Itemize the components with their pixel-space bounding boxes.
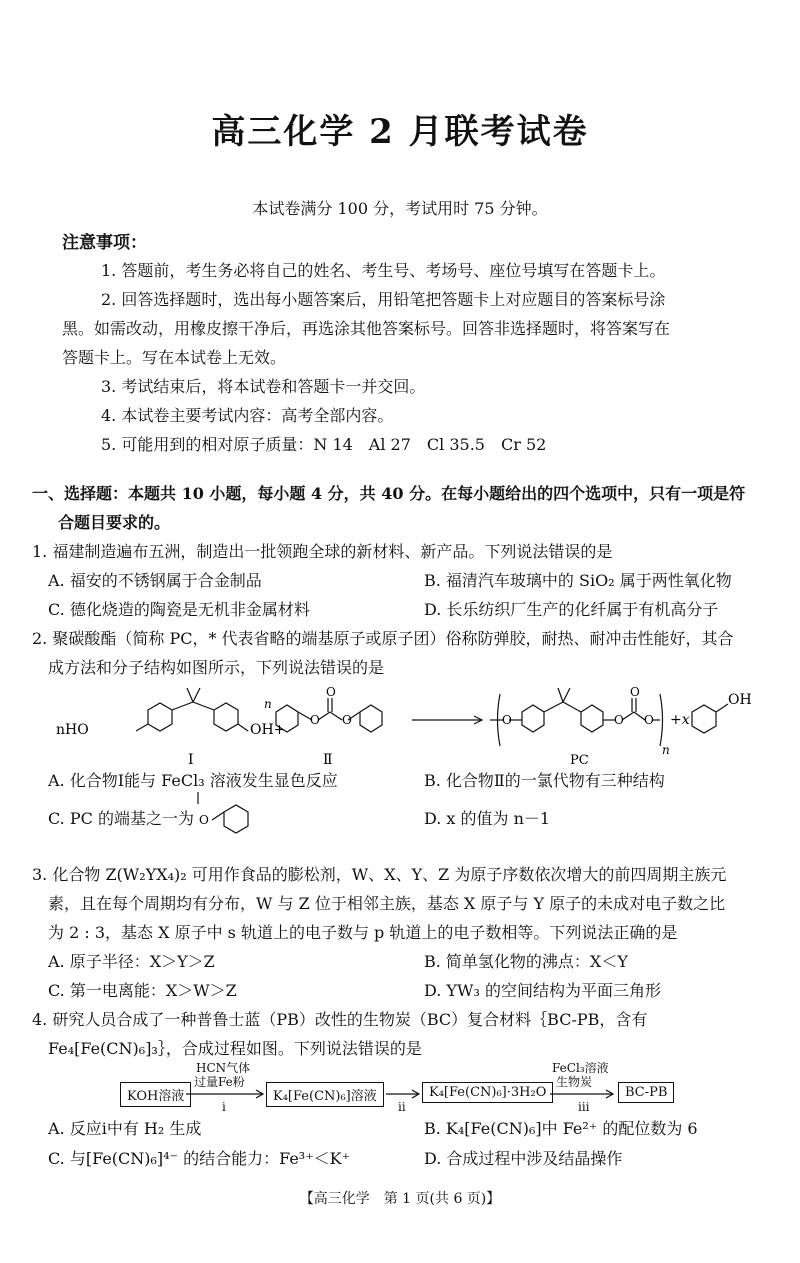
q4-option-a: A. 反应ⅰ中有 H₂ 生成 [48, 1119, 202, 1138]
q4-option-b: B. K₄[Fe(CN)₆]中 Fe²⁺ 的配位数为 6 [424, 1119, 698, 1138]
q4-stem: 4. 研究人员合成了一种普鲁士蓝（PB）改性的生物炭（BC）复合材料｛BC-PB，含有 [32, 1010, 648, 1029]
flow-arrow [386, 1088, 422, 1100]
note-item: 4. 本试卷主要考试内容：高考全部内容。 [101, 406, 394, 425]
note-item: 5. 可能用到的相对原子质量：N 14 Al 27 Cl 35.5 Cr 52 [101, 435, 547, 454]
q3-stem: 3. 化合物 Z(W₂YX₄)₂ 可用作食品的膨松剂，W、X、Y、Z 为原子序数依次增大的前四周期主族元 [32, 865, 727, 884]
note-item: 3. 考试结束后，将本试卷和答题卡一并交回。 [101, 377, 426, 396]
q2-label-pc: PC [570, 753, 589, 768]
q2-option-d: D. x 的值为 n－1 [424, 809, 551, 828]
flow-reagent: 生物炭 [556, 1075, 593, 1089]
q2-nho-label: nHO [56, 722, 89, 738]
q2-stem-cont: 成方法和分子结构如图所示，下列说法错误的是 [48, 658, 385, 677]
exam-info: 本试卷满分 100 分，考试用时 75 分钟。 [252, 199, 548, 218]
phenoxy-end-group [190, 790, 270, 850]
q2-option-c: C. PC 的端基之一为 [48, 809, 194, 828]
q2-n-label: n [264, 697, 272, 711]
flow-box-bc-pb: BC-PB [618, 1082, 674, 1103]
q4-option-d: D. 合成过程中涉及结晶操作 [424, 1149, 623, 1168]
q2-o-label: O [614, 713, 624, 727]
q2-n-label: n [662, 743, 670, 757]
flow-box-k4-solution: K₄[Fe(CN)₆]溶液 [266, 1082, 384, 1107]
flow-box-k4-crystal: K₄[Fe(CN)₆]·3H₂O [422, 1082, 553, 1103]
q3-option-b: B. 简单氢化物的沸点：X＜Y [424, 952, 628, 971]
note-item: 黑。如需改动，用橡皮擦干净后，再选涂其他答案标号。回答非选择题时，将答案写在 [62, 319, 671, 338]
q4-stem-cont: Fe₄[Fe(CN)₆]₃｝，合成过程如图。下列说法错误的是 [48, 1039, 422, 1058]
q2-oh-plus-label: OH+ [250, 722, 286, 738]
q1-option-a: A. 福安的不锈钢属于合金制品 [48, 571, 262, 590]
note-item: 答题卡上。写在本试卷上无效。 [62, 348, 287, 367]
q2-option-a: A. 化合物Ⅰ能与 FeCl₃ 溶液发生显色反应 [48, 771, 338, 790]
end-group-o-label: O [199, 813, 209, 827]
note-item: 2. 回答选择题时，选出每小题答案后，用铅笔把答题卡上对应题目的答案标号涂 [101, 290, 666, 309]
q2-o-label: O [326, 685, 336, 699]
q2-o-label: O [502, 713, 512, 727]
page-footer: 【高三化学 第 1 页(共 6 页)】 [299, 1191, 501, 1207]
q2-option-b: B. 化合物Ⅱ的一氯代物有三种结构 [424, 771, 665, 790]
q2-x-label: +x [670, 712, 690, 728]
section-heading: 一、选择题：本题共 10 小题，每小题 4 分，共 40 分。在每小题给出的四个选项中，只有一项是符 [32, 484, 746, 503]
notes-heading: 注意事项： [62, 233, 147, 253]
q3-option-c: C. 第一电离能：X＞W＞Z [48, 981, 237, 1000]
section-heading-cont: 合题目要求的。 [58, 513, 171, 532]
q1-option-c: C. 德化烧造的陶瓷是无机非金属材料 [48, 600, 310, 619]
note-item: 1. 答题前，考生务必将自己的姓名、考生号、考场号、座位号填写在答题卡上。 [101, 261, 666, 280]
flow-step-label: ⅱ [398, 1100, 406, 1114]
flow-reagent: HCN气体 [196, 1061, 251, 1075]
q2-o-label: O [630, 685, 640, 699]
page-title: 高三化学 2 月联考试卷 [211, 112, 589, 152]
pc-synthesis-scheme [40, 680, 780, 770]
flow-arrow [550, 1088, 616, 1100]
q1-option-d: D. 长乐纺织厂生产的化纤属于有机高分子 [424, 600, 719, 619]
q2-o-label: O [310, 713, 320, 727]
q2-label-i: Ⅰ [188, 752, 194, 768]
flow-step-label: ⅰ [222, 1100, 226, 1114]
flow-arrow [186, 1088, 266, 1100]
q1-stem: 1. 福建制造遍布五洲，制造出一批领跑全球的新材料、新产品。下列说法错误的是 [32, 542, 613, 561]
q2-label-ii: Ⅱ [323, 752, 333, 768]
flow-step-label: ⅲ [578, 1100, 590, 1114]
q4-option-c: C. 与[Fe(CN)₆]⁴⁻ 的结合能力：Fe³⁺＜K⁺ [48, 1149, 351, 1168]
flow-reagent: 过量Fe粉 [194, 1075, 245, 1089]
q3-stem-cont: 素，且在每个周期均有分布，W 与 Z 位于相邻主族，基态 X 原子与 Y 原子的未成对电子数之比 [48, 894, 726, 913]
q2-o-label: O [342, 713, 352, 727]
flow-reagent: FeCl₃溶液 [552, 1061, 609, 1075]
q2-oh-label: OH [728, 692, 752, 708]
flow-box-koh: KOH溶液 [120, 1082, 191, 1107]
q3-option-a: A. 原子半径：X＞Y＞Z [48, 952, 215, 971]
q3-option-d: D. YW₃ 的空间结构为平面三角形 [424, 981, 661, 1000]
q2-stem: 2. 聚碳酸酯（简称 PC，* 代表省略的端基原子或原子团）俗称防弹胶，耐热、耐冲击性能好，其合 [32, 629, 734, 648]
q1-option-b: B. 福清汽车玻璃中的 SiO₂ 属于两性氧化物 [424, 571, 732, 590]
q2-o-label: O [644, 713, 654, 727]
q3-stem-cont: 为 2 : 3，基态 X 原子中 s 轨道上的电子数与 p 轨道上的电子数相等。下列说法正确的是 [48, 923, 678, 942]
